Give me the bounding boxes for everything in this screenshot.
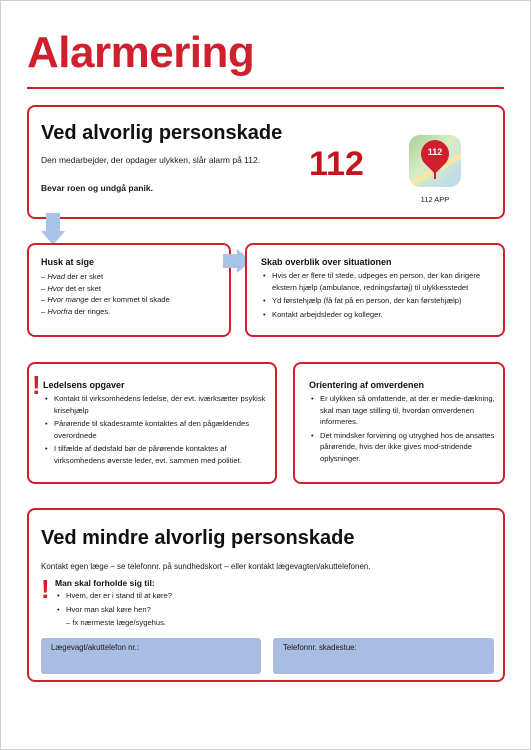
list-item: • Hvem, der er i stand til at køre? <box>55 590 355 602</box>
map-pin-tail <box>434 165 436 179</box>
exclamation-icon: ! <box>32 370 41 400</box>
behave-heading: Man skal forholde sig til: <box>55 578 155 588</box>
severe-heading: Ved alvorlig personskade <box>41 122 283 144</box>
overview-box <box>245 243 505 337</box>
say-line: – Hvorfra der ringes. <box>41 306 111 316</box>
exclamation-icon: ! <box>41 574 50 604</box>
list-item: • Er ulykken så omfattende, at der er medie-dækning, skal man tage stilling til, hvordan omverdenen informeres. <box>309 393 501 428</box>
say-line: – Hvor det er sket <box>41 283 101 293</box>
management-heading: Ledelsens opgaver <box>43 380 125 390</box>
list-sub-item: – fx nærmeste læge/sygehus. <box>66 618 167 627</box>
say-line: – Hvad der er sket <box>41 272 104 281</box>
minor-contact: Kontakt egen læge – se telefonnr. på sundhedskort – eller kontakt lægevagten/akuttelefonen. <box>41 562 371 571</box>
emergency-ward-phone-field[interactable] <box>273 638 494 674</box>
emergency-ward-phone-label: Telefonnr. skadestue: <box>283 643 357 652</box>
list-item: • Hvor man skal køre hen? <box>55 604 355 616</box>
say-line: – Hvor mange der er kommet til skade <box>41 295 170 304</box>
minor-heading: Ved mindre alvorlig personskade <box>41 527 355 549</box>
severe-intro: Den medarbejder, der opdager ulykken, slår alarm på 112. <box>41 155 261 165</box>
arrow-down-icon <box>41 213 65 247</box>
behave-list <box>55 590 355 629</box>
remember-to-say-box <box>27 243 231 337</box>
title-divider <box>27 87 504 89</box>
say-list <box>41 271 170 317</box>
page-title: Alarmering <box>27 28 255 77</box>
severe-calm: Bevar roen og undgå panik. <box>41 183 153 193</box>
app-icon-text: 112 <box>427 147 443 157</box>
overview-list <box>261 270 497 322</box>
list-item: • Yd førstehjælp (få fat på en person, der kan førstehjælp) <box>261 295 497 307</box>
management-list <box>43 393 271 468</box>
severe-injury-box <box>27 105 505 219</box>
environment-box <box>293 362 505 484</box>
say-heading: Husk at sige <box>41 257 95 267</box>
environment-list <box>309 393 501 466</box>
app-112-icon[interactable] <box>409 135 461 187</box>
list-item: • Hvis der er flere til stede, udpeges en person, der kan dirigere ekstern hjælp (ambulance, redningsfartøj) til ulykkesstedet <box>261 270 497 293</box>
list-item: • I tilfælde af dødsfald bør de pårørende kontaktes af virksomhedens øverste leder, evt. sammen med politiet. <box>43 443 271 466</box>
minor-injury-box <box>27 508 505 682</box>
overview-heading: Skab overblik over situationen <box>261 257 392 267</box>
list-item: • Kontakt til virksomhedens ledelse, der evt. iværksætter psykisk krisehjælp <box>43 393 271 416</box>
emergency-number: 112 <box>309 145 364 183</box>
list-item: • Kontakt arbejdsleder og kolleger. <box>261 309 497 321</box>
list-item: • Det mindsker forvirring og utryghed hos de ansattes pårørende, hvis der ikke gives mod-stridende oplysninger. <box>309 430 501 465</box>
environment-heading: Orientering af omverdenen <box>309 380 425 390</box>
doctor-phone-field[interactable] <box>41 638 261 674</box>
management-box <box>27 362 277 484</box>
doctor-phone-label: Lægevagt/akuttelefon nr.: <box>51 643 139 652</box>
list-item: • Pårørende til skadesramte kontaktes af den pågældendes overordnede <box>43 418 271 441</box>
app-label: 112 APP <box>420 195 450 204</box>
